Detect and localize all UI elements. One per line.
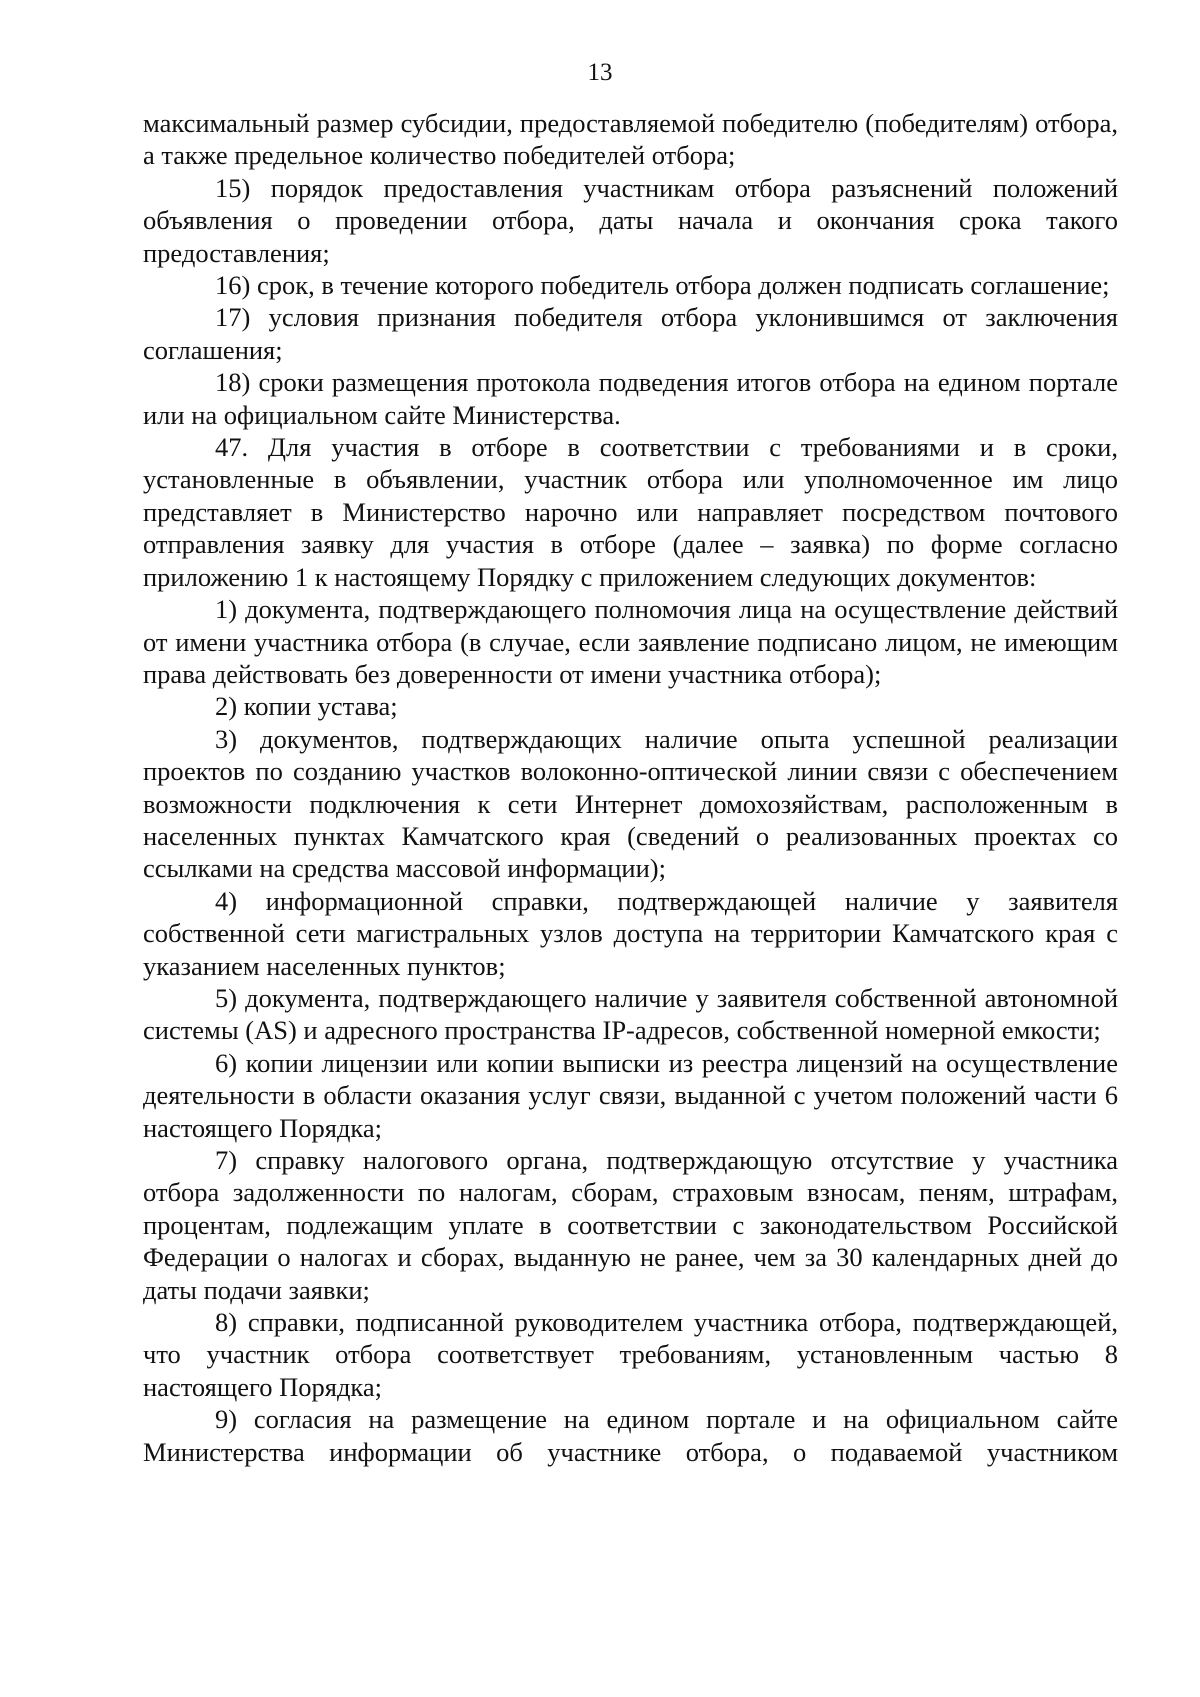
paragraph-doc-5: 5) документа, подтверждающего наличие у заявителя собственной автономной системы (AS) и адресного пространства IP-адресов, собственной номерной емкости; xyxy=(143,982,1118,1046)
paragraph-doc-4: 4) информационной справки, подтверждающей наличие у заявителя собственной сети магистральных узлов доступа на территории Камчатского края с указанием населенных пунктов; xyxy=(143,885,1118,981)
paragraph-doc-6: 6) копии лицензии или копии выписки из реестра лицензий на осуществление деятельности в области оказания услуг связи, выданной с учетом положений части 6 настоящего Порядка; xyxy=(143,1047,1118,1143)
paragraph-doc-8: 8) справки, подписанной руководителем участника отбора, подтверждающей, что участник отбора соответствует требованиям, установленным частью 8 настоящего Порядка; xyxy=(143,1307,1118,1402)
paragraph-item-15: 15) порядок предоставления участникам отбора разъяснений положений объявления о проведении отбора, даты начала и окончания срока такого предоставления; xyxy=(143,172,1118,268)
paragraph-doc-9: 9) согласия на размещение на едином портале и на официальном сайте Министерства информации об участнике отбора, о подаваемой участником xyxy=(143,1404,1118,1467)
paragraph-item-18: 18) сроки размещения протокола подведения итогов отбора на едином портале или на официальном сайте Министерства. xyxy=(143,367,1118,430)
paragraph-item-16: 16) срок, в течение которого победитель отбора должен подписать соглашение; xyxy=(215,270,1110,301)
page-number: 13 xyxy=(587,59,613,86)
paragraph-continuation: максимальный размер субсидии, предоставляемой победителю (победителям) отбора, а также предельное количество победителей отбора; xyxy=(143,108,1118,171)
paragraph-doc-3: 3) документов, подтверждающих наличие опыта успешной реализации проектов по созданию участков волоконно-оптической линии связи с обеспечением возможности подключения к сети Интернет домохозяйствам, расположенным в населенных пунктах Камчатского края (сведений о реализованных проектах со ссылками на средства массовой информации); xyxy=(143,723,1118,884)
paragraph-doc-1: 1) документа, подтверждающего полномочия лица на осуществление действий от имени участника отбора (в случае, если заявление подписано лицом, не имеющим права действовать без доверенности от имени участника отбора); xyxy=(143,594,1118,689)
paragraph-doc-7: 7) справку налогового органа, подтверждающую отсутствие у участника отбора задолженности по налогам, сборам, страховым взносам, пеням, штрафам, процентам, подлежащим уплате в соответствии с законодательством Российской Федерации о налогах и сборах, выданную не ранее, чем за 30 календарных дней до даты подачи заявки; xyxy=(143,1145,1118,1305)
paragraph-item-17: 17) условия признания победителя отбора уклонившимся от заключения соглашения; xyxy=(143,302,1118,365)
paragraph-clause-47: 47. Для участия в отборе в соответствии с требованиями и в сроки, установленные в объявлении, участник отбора или уполномоченное им лицо представляет в Министерство нарочно или направляет посредством почтового отправления заявку для участия в отборе (далее – заявка) по форме согласно приложению 1 к настоящему Порядку с приложением следующих документов: xyxy=(143,432,1118,592)
document-body xyxy=(143,107,1118,1468)
paragraph-doc-2: 2) копии устава; xyxy=(215,691,398,722)
